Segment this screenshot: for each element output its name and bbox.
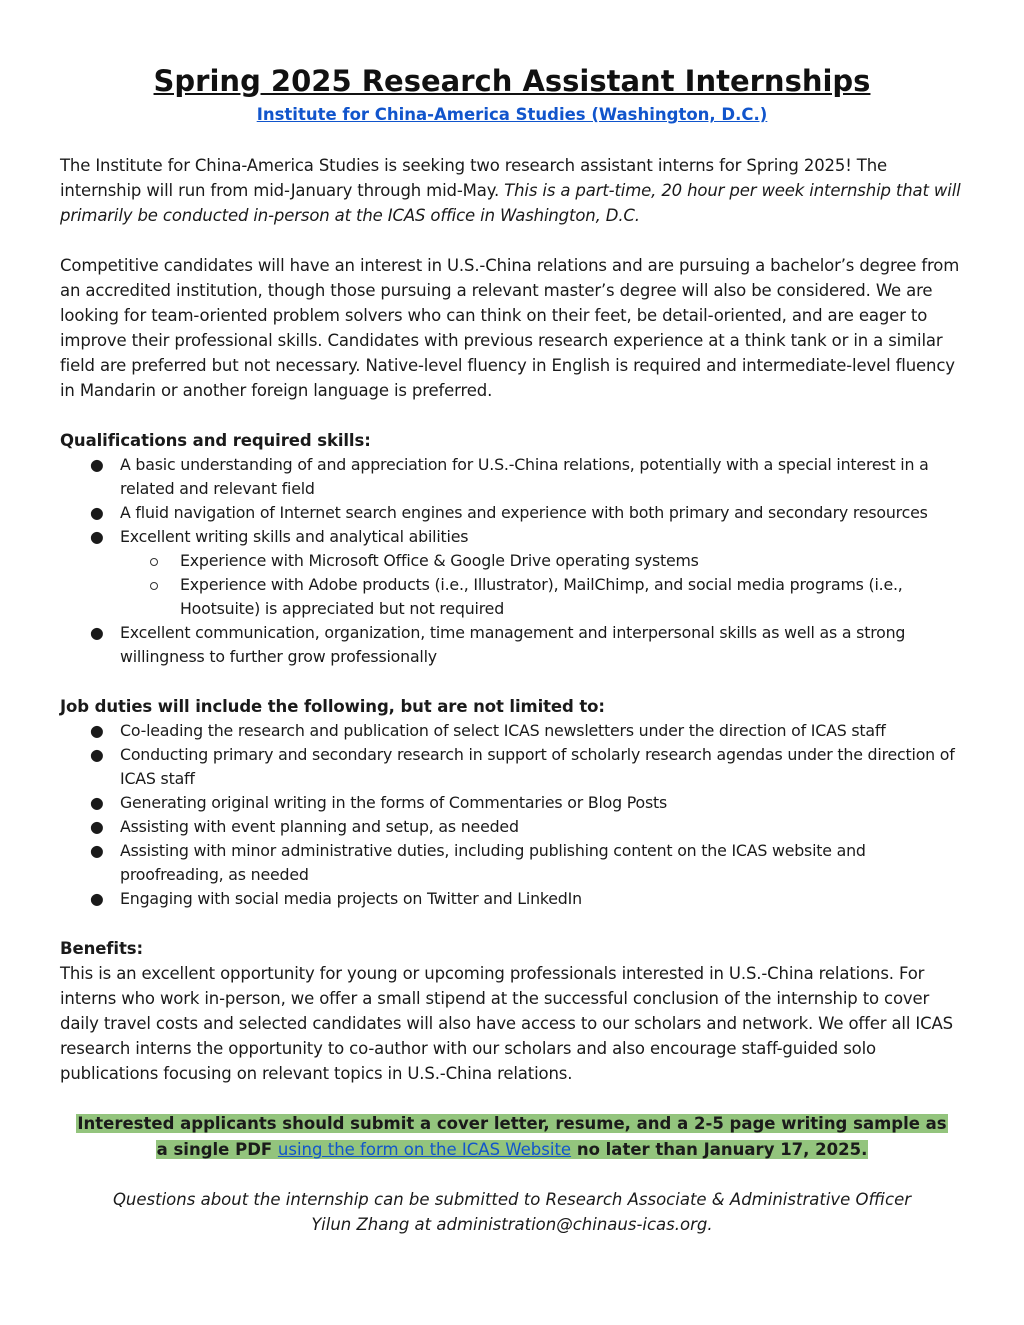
sub-list-item: Experience with Adobe products (i.e., Illustrator), MailChimp, and social media programs (i.e., Hootsuite) is appreciated but not required bbox=[150, 573, 964, 621]
bullet-icon: ● bbox=[90, 817, 104, 836]
list-item: ● Generating original writing in the forms of Commentaries or Blog Posts bbox=[90, 791, 964, 815]
candidates-paragraph: Competitive candidates will have an interest in U.S.-China relations and are pursuing a bachelor’s degree from an accredited institution, though those pursuing a relevant master’s degree will also be considered. We are looking for team-oriented problem solvers who can think on their feet, be detail-oriented, and are eager to improve their professional skills. Candidates with previous research experience at a think tank or in a similar field are preferred but not necessary. Native-level fluency in English is required and intermediate-level fluency in Mandarin or another foreign language is preferred. bbox=[60, 256, 960, 400]
list-item: ● Engaging with social media projects on Twitter and LinkedIn bbox=[90, 887, 964, 911]
application-instructions bbox=[60, 1111, 964, 1163]
bullet-icon: ● bbox=[90, 455, 104, 474]
list-item: ● A fluid navigation of Internet search engines and experience with both primary and secondary resources bbox=[90, 501, 964, 525]
intro-italic-text: This is a part-time, 20 hour per week internship that will primarily be conducted in-person at the ICAS office in Washington, D.C. bbox=[60, 181, 961, 225]
list-item: ● Assisting with minor administrative duties, including publishing content on the ICAS website and proofreading, as needed bbox=[90, 841, 866, 884]
icas-form-link[interactable]: using the form on the ICAS Website bbox=[277, 1140, 572, 1159]
qualifications-list bbox=[90, 453, 964, 669]
sub-list-item: Experience with Microsoft Office & Google Drive operating systems bbox=[150, 549, 964, 573]
bullet-icon: ● bbox=[90, 527, 104, 546]
duties-list bbox=[90, 719, 964, 911]
circle-bullet-icon bbox=[150, 582, 158, 590]
list-item: ● Excellent communication, organization, time management and interpersonal skills as well as a strong willingness to further grow professionally bbox=[90, 623, 906, 666]
bullet-icon: ● bbox=[90, 889, 104, 908]
qualifications-heading: Qualifications and required skills: bbox=[60, 431, 371, 450]
cta-line-2: a single PDF using the form on the ICAS Website no later than January 17, 2025. bbox=[156, 1140, 868, 1159]
bullet-icon: ● bbox=[90, 721, 104, 740]
list-item: ● Assisting with event planning and setup, as needed bbox=[90, 815, 964, 839]
intro-paragraph bbox=[60, 153, 964, 228]
intro-text: The Institute for China-America Studies is seeking two research assistant interns for Spring 2025! The internship will run from mid-January through mid-May. bbox=[60, 156, 888, 200]
bullet-icon: ● bbox=[90, 745, 104, 764]
bullet-icon: ● bbox=[90, 841, 104, 860]
cta-line-1: Interested applicants should submit a cover letter, resume, and a 2-5 page writing sample as bbox=[77, 1114, 947, 1133]
institute-link[interactable]: Institute for China-America Studies (Washington, D.C.) bbox=[256, 105, 768, 124]
bullet-icon: ● bbox=[90, 793, 104, 812]
qualifications-sub-list bbox=[150, 549, 964, 621]
page-title: Spring 2025 Research Assistant Internships bbox=[153, 64, 871, 98]
questions-line-2: Yilun Zhang at administration@chinaus-icas.org. bbox=[311, 1215, 713, 1234]
benefits-paragraph: This is an excellent opportunity for young or upcoming professionals interested in U.S.-China relations. For interns who work in-person, we offer a small stipend at the successful conclusion of the internship to cover daily travel costs and selected candidates will also have access to our scholars and network. We offer all ICAS research interns the opportunity to co-author with our scholars and also encourage staff-guided solo publications focusing on relevant topics in U.S.-China relations. bbox=[60, 964, 953, 1083]
circle-bullet-icon bbox=[150, 558, 158, 566]
list-item: ● Conducting primary and secondary research in support of scholarly research agendas under the direction of ICAS staff bbox=[90, 745, 955, 788]
questions-note bbox=[60, 1187, 964, 1237]
list-item: ● Excellent writing skills and analytical abilities Experience with Microsoft Office & Google Drive operating systems Experience with Adobe products (i.e., Illustrator), MailChimp, and social media programs (i.e., Hootsuite) is appreciated but not required bbox=[90, 525, 964, 621]
list-item: ● A basic understanding of and appreciation for U.S.-China relations, potentially with a special interest in a related and relevant field bbox=[90, 455, 929, 498]
list-item: ● Co-leading the research and publication of select ICAS newsletters under the direction of ICAS staff bbox=[90, 719, 964, 743]
bullet-icon: ● bbox=[90, 623, 104, 642]
questions-line-1: Questions about the internship can be submitted to Research Associate & Administrative Officer bbox=[112, 1190, 912, 1209]
bullet-icon: ● bbox=[90, 503, 104, 522]
duties-heading: Job duties will include the following, but are not limited to: bbox=[60, 697, 605, 716]
benefits-heading: Benefits: bbox=[60, 939, 143, 958]
